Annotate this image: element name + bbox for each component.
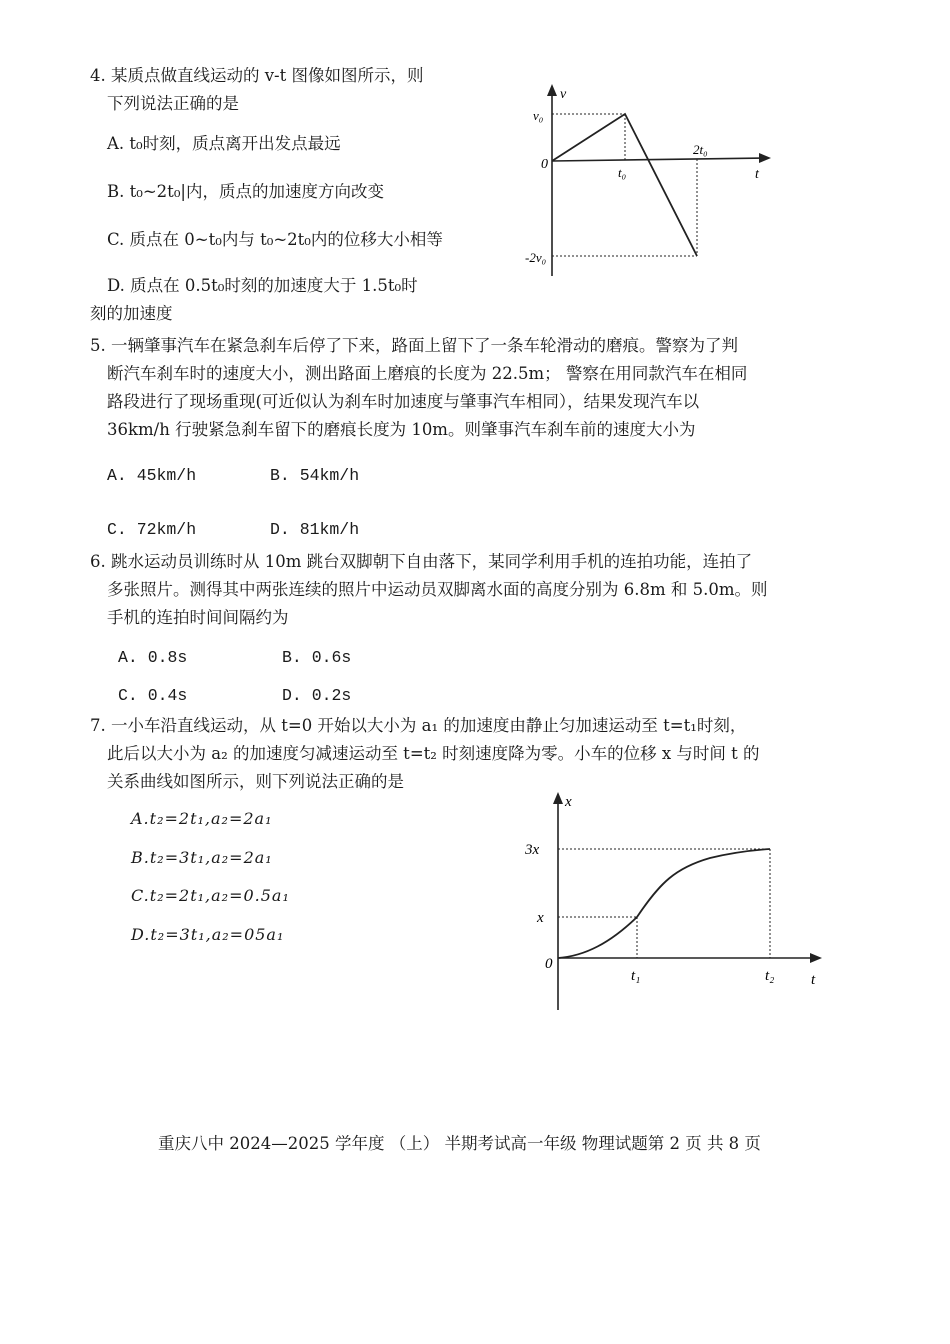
q7-stem-line-3: 关系曲线如图所示，则下列说法正确的是 (107, 772, 404, 791)
q4-stem-line-1: 4. 某质点做直线运动的 v-t 图像如图所示，则 (90, 66, 424, 85)
q6-option-a: A. 0.8s (118, 648, 188, 667)
vt-2t0-label: 2t₀ (693, 142, 708, 157)
q5-stem-line-3: 路段进行了现场重现(可近似认为刹车时加速度与肇事汽车相同），结果发现汽车以 (107, 392, 700, 411)
xt-t1-label: t₁ (631, 968, 641, 984)
q4-option-d: D. 质点在 0.5t₀时刻的加速度大于 1.5t₀时 (107, 276, 418, 295)
xt-x-axis-label: t (811, 972, 816, 988)
q4-option-c: C. 质点在 0~t₀内与 t₀~2t₀内的位移大小相等 (107, 230, 443, 249)
q7-option-d: D.t₂=3t₁,a₂=05a₁ (131, 925, 285, 944)
vt-graph-figure (525, 80, 775, 280)
vt-v0-label: v₀ (533, 108, 544, 123)
q6-stem-line-1: 6. 跳水运动员训练时从 10m 跳台双脚朝下自由落下，某同学利用手机的连拍功能，连拍了 (90, 552, 753, 571)
vt-origin-label: 0 (541, 157, 548, 172)
xt-3x-label: 3x (525, 842, 540, 858)
page-footer: 重庆八中 2024—2025 学年度 （上） 半期考试高一年级 物理试题第 2 页 共 8 页 (158, 1134, 761, 1153)
xt-y-axis-label: x (565, 794, 572, 810)
q5-stem-line-2: 断汽车刹车时的速度大小，测出路面上磨痕的长度为 22.5m； 警察在用同款汽车在相同 (107, 364, 748, 383)
q5-stem-line-4: 36km/h 行驶紧急刹车留下的磨痕长度为 10m。则肇事汽车刹车前的速度大小为 (107, 420, 696, 439)
q5-stem-line-1: 5. 一辆肇事汽车在紧急刹车后停了下来，路面上留下了一条车轮滑动的磨痕。警察为了判 (90, 336, 738, 355)
vt-neg2v0-label: -2v₀ (525, 250, 547, 265)
q4-option-b: B. t₀~2t₀|内，质点的加速度方向改变 (107, 182, 384, 201)
xt-t2-label: t₂ (765, 968, 775, 984)
q7-option-a: A.t₂=2t₁,a₂=2a₁ (131, 809, 273, 828)
q6-stem-line-3: 手机的连拍时间间隔约为 (107, 608, 289, 627)
q5-option-d: D. 81km/h (270, 520, 360, 539)
q4-option-d-cont: 刻的加速度 (90, 304, 173, 323)
q7-stem-line-1: 7. 一小车沿直线运动，从 t=0 开始以大小为 a₁ 的加速度由静止匀加速运动至 t=t₁时刻， (90, 716, 747, 735)
xt-origin-label: 0 (545, 956, 553, 972)
vt-t0-label: t₀ (618, 165, 627, 180)
q7-option-b: B.t₂=3t₁,a₂=2a₁ (131, 848, 273, 867)
q5-option-c: C. 72km/h (107, 520, 197, 539)
q6-option-d: D. 0.2s (282, 686, 352, 705)
q7-stem-line-2: 此后以大小为 a₂ 的加速度匀减速运动至 t=t₂ 时刻速度降为零。小车的位移 x 与时间 t 的 (107, 744, 760, 763)
q4-option-a: A. t₀时刻，质点离开出发点最远 (107, 134, 341, 153)
vt-x-axis-label: t (755, 167, 759, 182)
q5-option-a: A. 45km/h (107, 466, 197, 485)
q6-stem-line-2: 多张照片。测得其中两张连续的照片中运动员双脚离水面的高度分别为 6.8m 和 5.0m。则 (107, 580, 768, 599)
vt-y-axis-label: v (560, 87, 567, 102)
q7-option-c: C.t₂=2t₁,a₂=0.5a₁ (131, 886, 290, 905)
q5-option-b: B. 54km/h (270, 466, 360, 485)
q6-option-c: C. 0.4s (118, 686, 188, 705)
q6-option-b: B. 0.6s (282, 648, 352, 667)
xt-x-label: x (537, 910, 544, 926)
xt-graph-figure (525, 788, 835, 1016)
q4-stem-line-2: 下列说法正确的是 (107, 94, 239, 113)
